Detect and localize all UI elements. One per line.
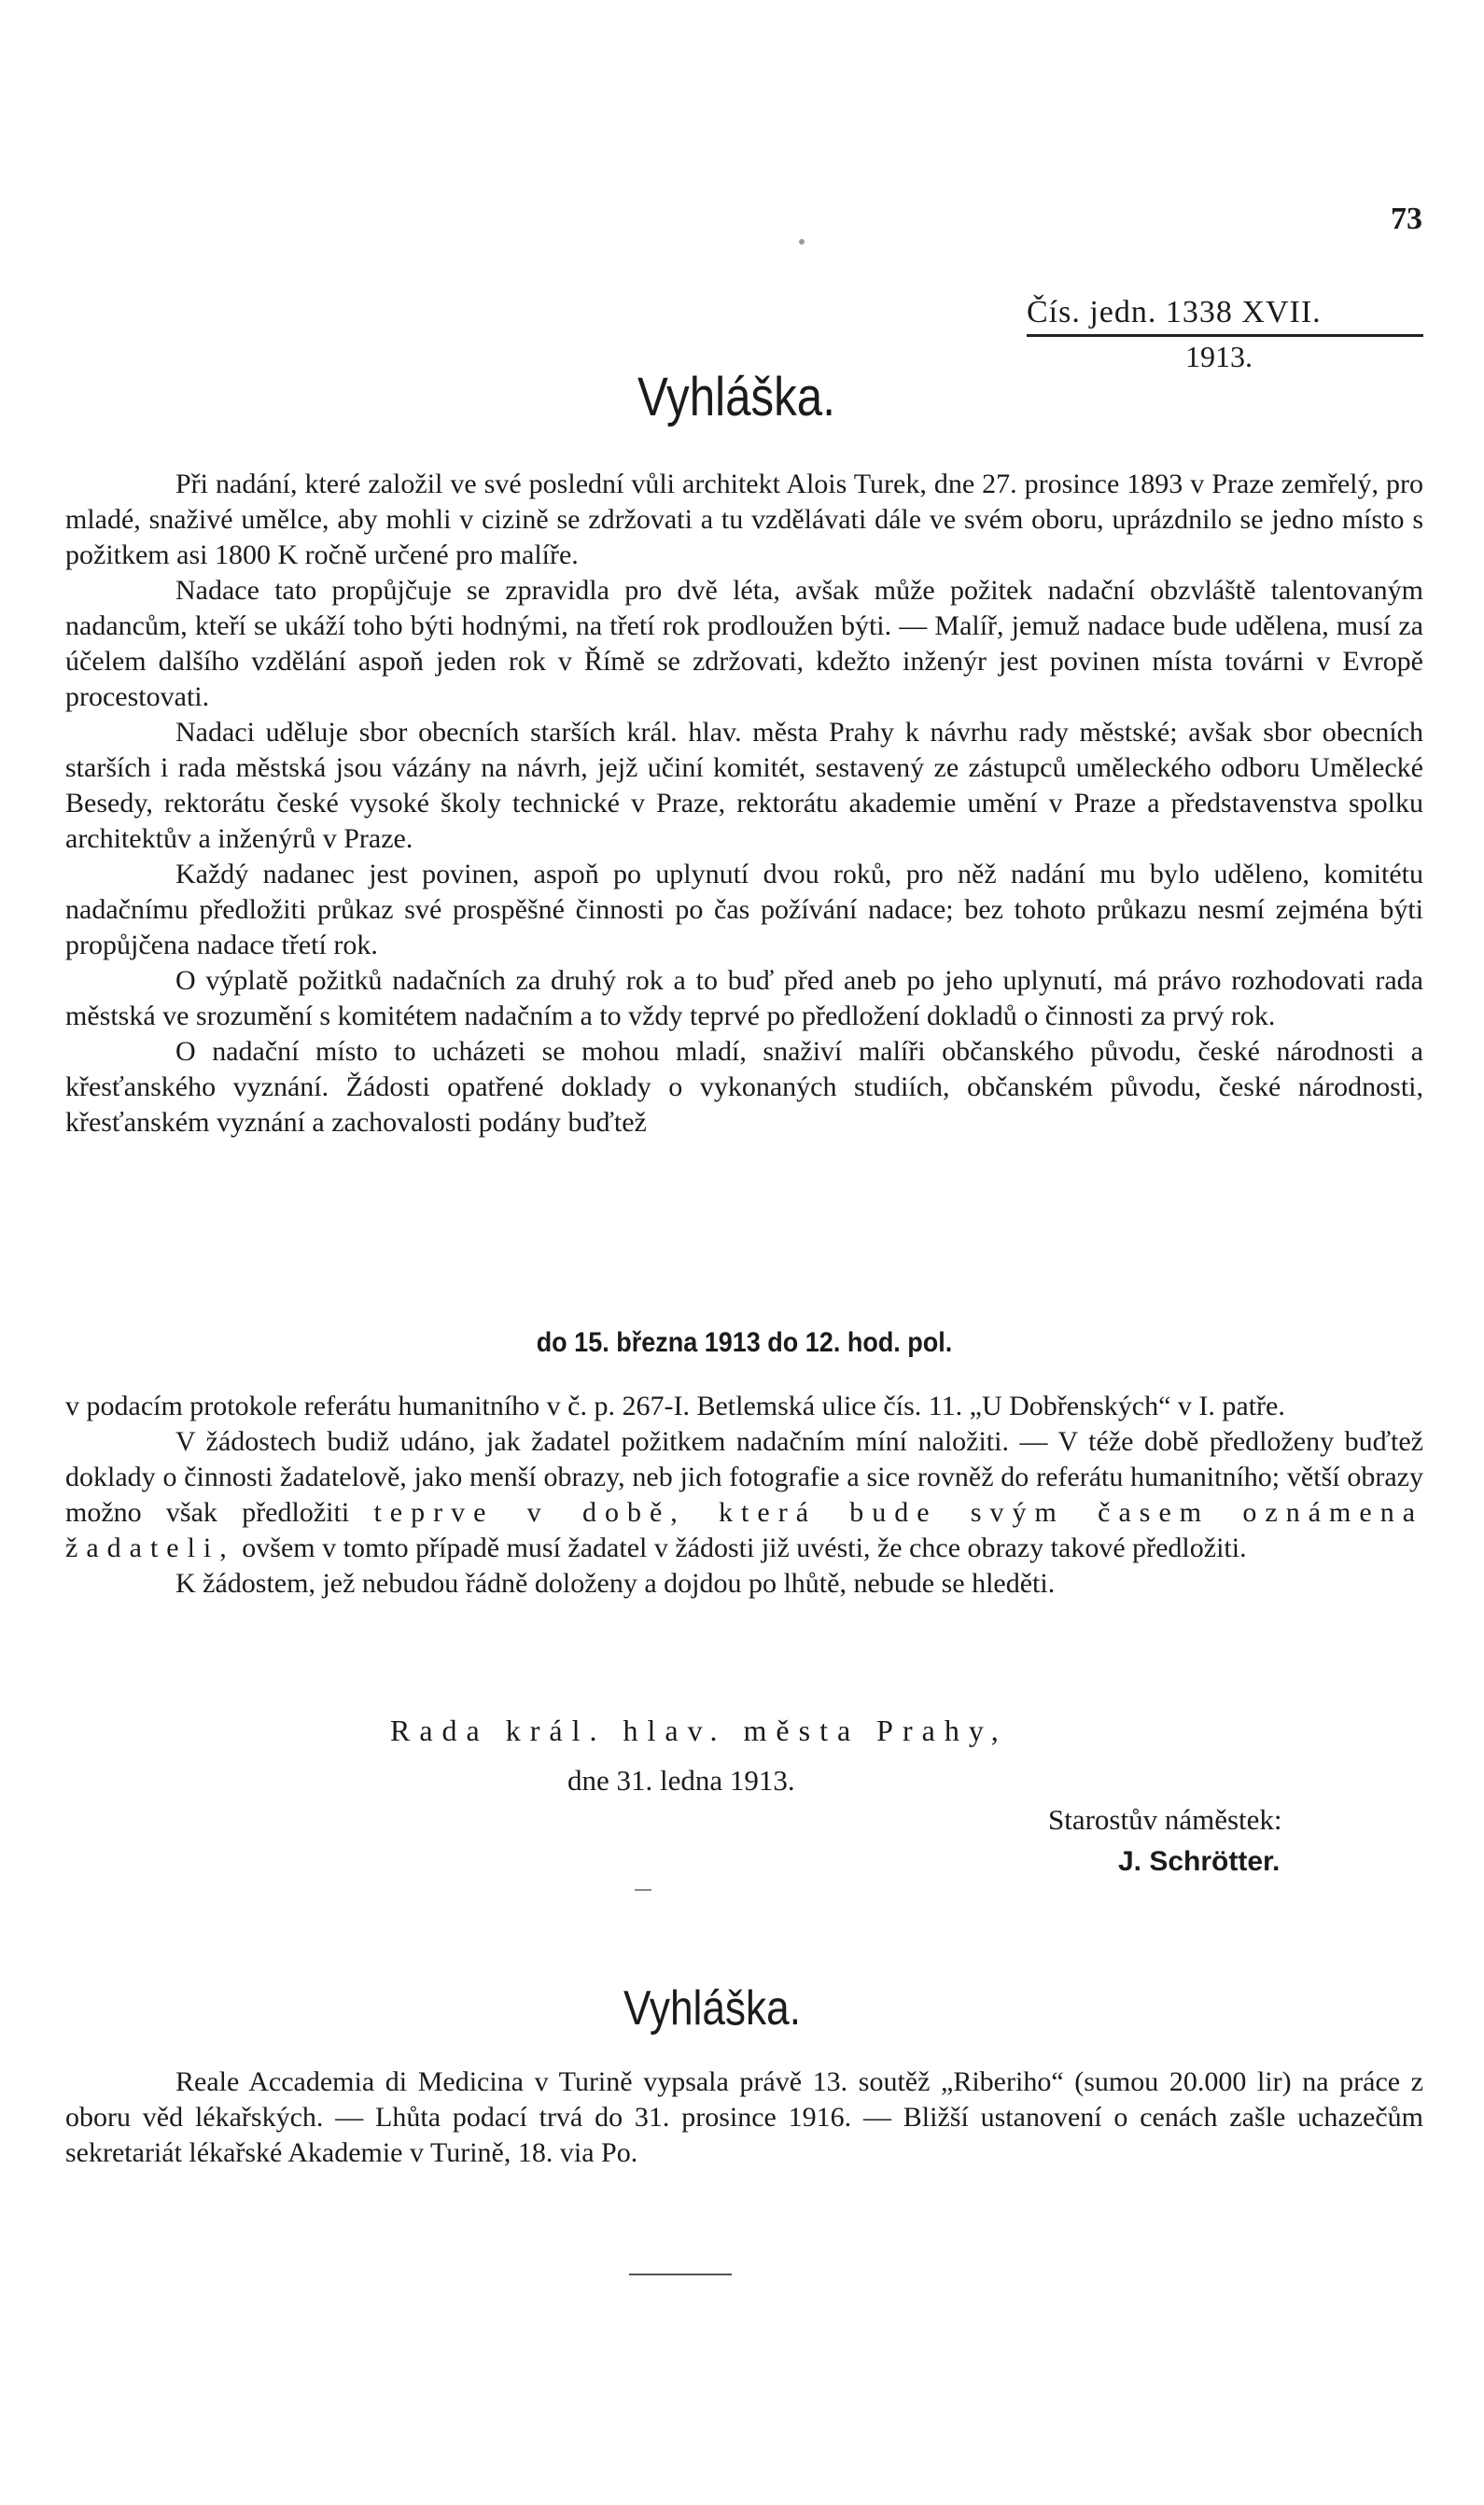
signature-date: dne 31. ledna 1913. <box>567 1764 795 1797</box>
paragraph-eligibility: O nadační místo to ucházeti se mohou mladí, snaživí malíři občanského původu, české národnosti a křesťanského vyznání. Žádosti opatřené doklady o vykonaných studiích, občanském původu, české národnosti, křesťanském vyznání a zachovalosti podány buďtež <box>65 1036 1423 1138</box>
second-notice-title: Vyhláška. <box>623 1981 801 2036</box>
reference-underline <box>1027 334 1423 337</box>
paragraph-duration: Nadace tato propůjčuje se zpravidla pro dvě léta, avšak může požitek nadační obzvláště talentovaným nadancům, kteří se ukáží toho býti hodnými, na třetí rok prodloužen býti. — Malíř, jemuž nadace bude udělena, musí za účelem dalšího vzdělání aspoň jeden rok v Římě se zdržovati, kdežto inženýr jest povinen místa továrni v Evropě procestovati. <box>65 575 1423 712</box>
paragraph-address: v podacím protokole referátu humanitního v č. p. 267-I. Betlemská ulice čís. 11. „U Dobřenských“ v I. patře. <box>65 1391 1285 1421</box>
notice-body <box>65 467 1423 1141</box>
paragraph-foundation: Při nadání, které založil ve své poslední vůli architekt Alois Turek, dne 27. prosince 1893 v Praze zemřelý, pro mladé, snaživé umělce, aby mohli v cizině se zdržovati a tu vzdělávati dále ve svém oboru, uprázdnilo se jedno místo s požitkem asi 1800 K ročně určené pro malíře. <box>65 469 1423 570</box>
deadline: do 15. března 1913 do 12. hod. pol. <box>536 1327 953 1358</box>
documents-text: V žádostech budiž udáno, jak žadatel požitkem nadačním míní naložiti. — V téže době předloženy buďtež doklady o činnosti žadatelově, jako menší obrazy, neb jich fotografie a sice rovněž do referátu humanitního; větší obrazy možno však předložiti <box>65 1426 1423 1528</box>
second-notice-body <box>65 2064 1423 2171</box>
end-rule <box>629 2274 732 2275</box>
page-number: 73 <box>1391 202 1422 236</box>
separator-tick <box>635 1889 651 1891</box>
notice-title: Vyhláška. <box>637 367 835 427</box>
signature-name: J. Schrötter. <box>1118 1846 1281 1877</box>
signature-council: Rada král. hlav. města Prahy, <box>390 1714 1008 1747</box>
paragraph-late: K žádostem, jež nebudou řádně doloženy a dojdou po lhůtě, nebude se hleděti. <box>175 1568 1056 1599</box>
paragraph-obligation: Každý nadanec jest povinen, aspoň po uplynutí dvou roků, pro něž nadání mu bylo uděleno, komitétu nadačnímu předložiti průkaz své prospěšné činnosti po čas požívání nadace; bez tohoto průkazu nesmí zejména býti propůjčena nadace třetí rok. <box>65 859 1423 960</box>
signature-role: Starostův náměstek: <box>1048 1803 1282 1836</box>
print-speck <box>799 239 805 245</box>
paragraph-accademia: Reale Accademia di Medicina v Turině vypsala právě 13. soutěž „Riberiho“ (sumou 20.000 lir) na práce z oboru věd lékařských. — Lhůta podací trvá do 31. prosince 1916. — Bližší ustanovení o cenách zašle uchazečům sekretariát lékařské Akademie v Turině, 18. via Po. <box>65 2066 1423 2168</box>
reference-number: Čís. jedn. 1338 XVII. <box>1027 295 1322 329</box>
paragraph-payment: O výplatě požitků nadačních za druhý rok a to buď před aneb po jeho uplynutí, má právo rozhodovati rada městská ve srozumění s komitétem nadačním a to vždy teprvé po předložení dokladů o činnosti za prvý rok. <box>65 965 1423 1031</box>
documents-tail: ovšem v tomto případě musí žadatel v žádosti již uvésti, že chce obrazy takové předložiti. <box>242 1532 1247 1563</box>
paragraph-award: Nadaci uděluje sbor obecních starších král. hlav. města Prahy k návrhu rady městské; avšak sbor obecních starších i rada městská jsou vázány na návrh, jejž učiní komitét, sestavený ze zástupců uměleckého odboru Umělecké Besedy, rektorátu české vysoké školy technické v Praze, rektorátu akademie umění v Praze a představenstva spolku architektův a inženýrů v Praze. <box>65 717 1423 854</box>
documents-spaced: teprve v době, která bude svým časem oznámena žadateli, <box>65 1497 1424 1563</box>
reference-year: 1913. <box>1185 340 1253 373</box>
paragraph-documents <box>65 1424 1423 1566</box>
submission-body <box>65 1389 1423 1602</box>
